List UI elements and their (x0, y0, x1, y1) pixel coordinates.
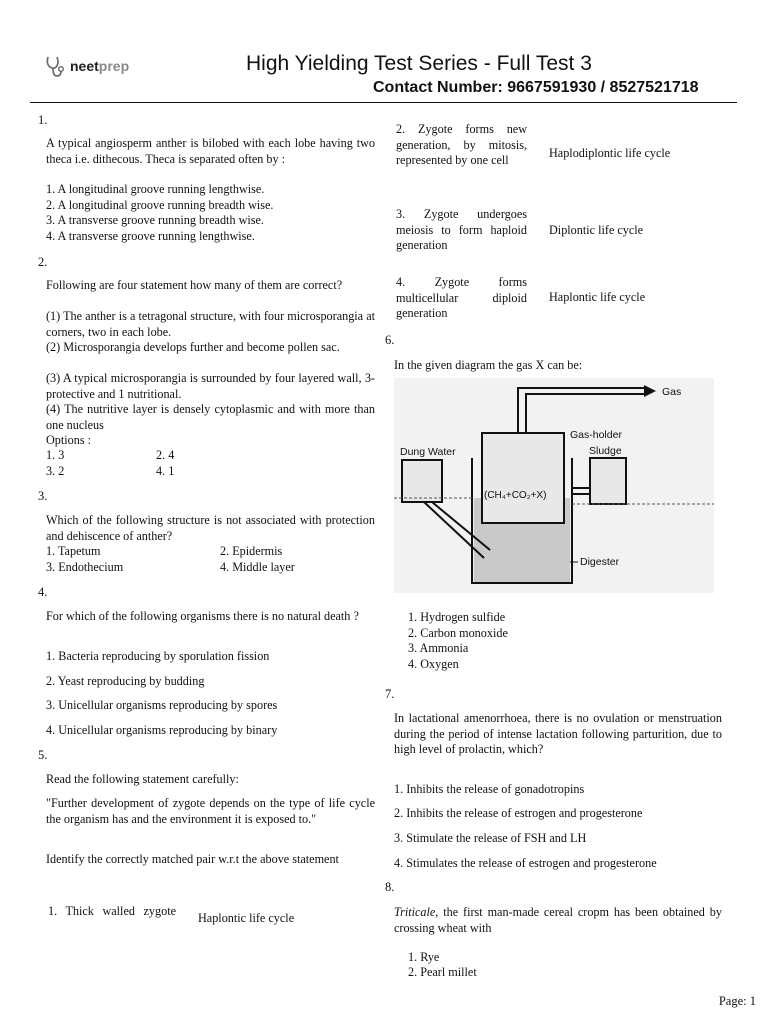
page-title: High Yielding Test Series - Full Test 3 (246, 52, 592, 75)
question-6-stem: In the given diagram the gas X can be: (394, 358, 583, 372)
question-3-number: 3. (38, 489, 48, 503)
question-5-pair-3-left[interactable]: 3. Zygote undergoes meiosis to form haploid generation (396, 207, 527, 252)
question-4-option-1[interactable]: 1. Bacteria reproducing by sporulation fission (46, 649, 270, 663)
question-4-stem: For which of the following organisms there is no natural death ? (46, 609, 359, 623)
question-5-pair-2-right: Haplodiplontic life cycle (549, 146, 671, 160)
diagram-label-gas: Gas (662, 386, 682, 398)
dung-water-tank (402, 460, 442, 502)
question-2-statement-2: (2) Microsporangia develops further and become pollen sac. (46, 340, 340, 354)
question-1-stem: A typical angiosperm anther is bilobed with each lobe having two theca i.e. dithecous. Theca is separated often by : (46, 136, 375, 166)
question-2-option-2[interactable]: 2. 4 (156, 448, 175, 462)
question-3-stem: Which of the following structure is not associated with protection and dehiscence of anther? (46, 513, 375, 543)
stethoscope-icon (44, 54, 66, 80)
question-4-option-2[interactable]: 2. Yeast reproducing by budding (46, 674, 205, 688)
question-8-stem (394, 905, 722, 936)
question-5-pair-1-left[interactable]: 1. Thick walled zygote (48, 904, 176, 918)
question-1-number: 1. (38, 113, 48, 127)
question-3-option-3[interactable]: 3. Endothecium (46, 560, 124, 574)
neetprep-logo (44, 52, 129, 82)
question-2-statement-1: (1) The anther is a tetragonal structure, with four microsporangia at corners, two in each lobe. (46, 309, 375, 339)
question-5-intro: Read the following statement carefully: (46, 772, 239, 786)
question-4-option-4[interactable]: 4. Unicellular organisms reproducing by binary (46, 723, 278, 737)
diagram-label-gas-holder: Gas-holder (570, 429, 622, 441)
question-1-option-1[interactable]: 1. A longitudinal groove running lengthwise. (46, 182, 265, 196)
question-5-pair-3-right: Diplontic life cycle (549, 223, 644, 237)
question-2-stem: Following are four statement how many of them are correct? (46, 278, 343, 292)
diagram-label-formula: (CH₄+CO₂+X) (484, 490, 547, 501)
question-7-number: 7. (385, 687, 395, 701)
question-5-pair-2-left[interactable]: 2. Zygote forms new generation, by mitosis, represented by one cell (396, 122, 527, 167)
question-2-options-label: Options : (46, 433, 92, 447)
question-6-option-2[interactable]: 2. Carbon monoxide (408, 626, 508, 640)
contact-number: Contact Number: 9667591930 / 8527521718 (373, 79, 699, 96)
question-4-number: 4. (38, 585, 48, 599)
question-7-stem: In lactational amenorrhoea, there is no ovulation or menstruation during the period of intense lactation following parturition, due to high level of prolactin, which? (394, 711, 722, 756)
page-number: Page: 1 (718, 994, 756, 1008)
question-2-statement-4: (4) The nutritive layer is densely cytoplasmic and with more than one nucleus (46, 402, 375, 432)
question-6-option-4[interactable]: 4. Oxygen (408, 657, 459, 671)
logo-neet-text: neet (70, 58, 99, 75)
question-1-option-2[interactable]: 2. A longitudinal groove running breadth wise. (46, 198, 274, 212)
diagram-label-dung-water: Dung Water (400, 446, 456, 458)
diagram-label-sludge: Sludge (589, 445, 622, 457)
question-2-number: 2. (38, 255, 48, 269)
question-6-option-1[interactable]: 1. Hydrogen sulfide (408, 610, 506, 624)
question-2-option-4[interactable]: 4. 1 (156, 464, 175, 478)
question-2-option-1[interactable]: 1. 3 (46, 448, 65, 462)
question-4-option-3[interactable]: 3. Unicellular organisms reproducing by spores (46, 698, 278, 712)
question-7-option-3[interactable]: 3. Stimulate the release of FSH and LH (394, 831, 587, 845)
question-8-option-1[interactable]: 1. Rye (408, 950, 440, 964)
question-6-option-3[interactable]: 3. Ammonia (408, 641, 469, 655)
question-5-pair-4-right: Haplontic life cycle (549, 290, 646, 304)
diagram-label-digester: Digester (580, 556, 620, 568)
question-7-option-2[interactable]: 2. Inhibits the release of estrogen and progesterone (394, 806, 643, 820)
question-6-number: 6. (385, 333, 395, 347)
question-5-pair-4-left[interactable]: 4. Zygote forms multicellular diploid generation (396, 275, 527, 320)
header-divider (30, 102, 737, 103)
question-8-stem-rest: the first man-made cereal cropm has been obtained by crossing wheat with (394, 905, 722, 935)
question-2-statement-3: (3) A typical microsporangia is surrounded by four layered wall, 3-protective and 1 nutritional. (46, 371, 375, 401)
question-8-stem-italic: Triticale, (394, 905, 439, 919)
question-5-pair-1-right: Haplontic life cycle (198, 911, 295, 925)
question-5-quote: "Further development of zygote depends on the type of life cycle the organism has and the environment it is exposed to." (46, 796, 375, 826)
question-5-prompt: Identify the correctly matched pair w.r.t the above statement (46, 852, 339, 866)
gas-holder-shape (482, 433, 564, 523)
question-3-option-4[interactable]: 4. Middle layer (220, 560, 295, 574)
question-3-option-1[interactable]: 1. Tapetum (46, 544, 101, 558)
question-8-number: 8. (385, 880, 395, 894)
sludge-tank (590, 458, 626, 504)
logo-prep-text: prep (98, 58, 130, 75)
question-7-option-1[interactable]: 1. Inhibits the release of gonadotropins (394, 782, 585, 796)
question-7-option-4[interactable]: 4. Stimulates the release of estrogen and progesterone (394, 856, 657, 870)
biogas-plant-diagram (394, 378, 714, 593)
question-1-option-4[interactable]: 4. A transverse groove running lengthwise. (46, 229, 255, 243)
question-5-number: 5. (38, 748, 48, 762)
question-3-option-2[interactable]: 2. Epidermis (220, 544, 283, 558)
question-2-option-3[interactable]: 3. 2 (46, 464, 65, 478)
question-1-option-3[interactable]: 3. A transverse groove running breadth wise. (46, 213, 264, 227)
question-8-option-2[interactable]: 2. Pearl millet (408, 965, 477, 979)
